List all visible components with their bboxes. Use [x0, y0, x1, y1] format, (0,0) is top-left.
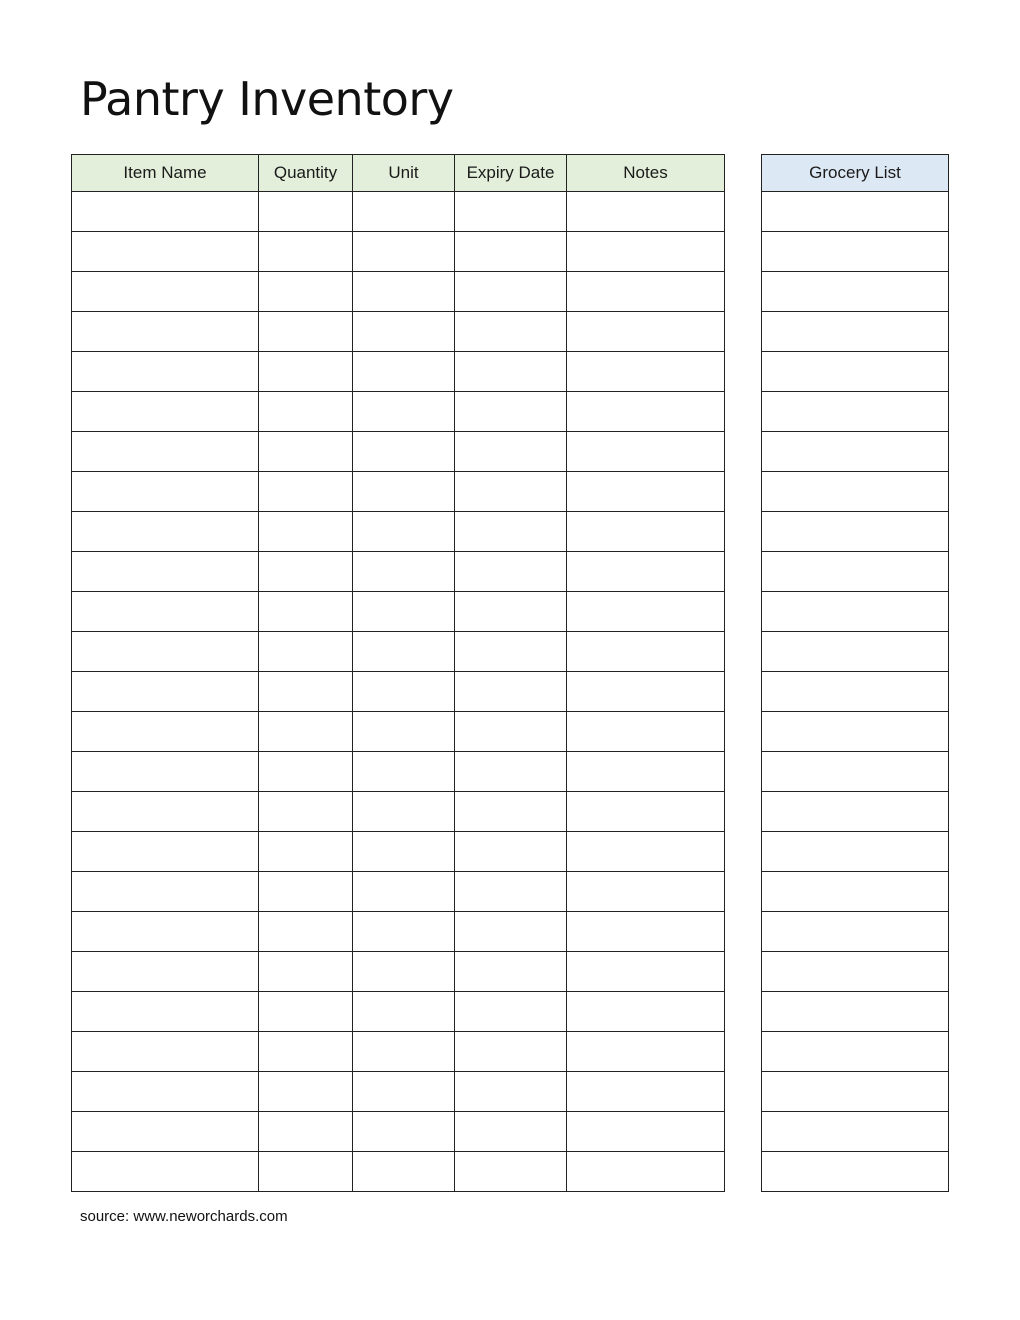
grocery-row	[762, 512, 949, 552]
notes-cell[interactable]	[567, 1072, 725, 1112]
notes-cell[interactable]	[567, 792, 725, 832]
item-name-cell[interactable]	[72, 312, 259, 352]
notes-cell[interactable]	[567, 352, 725, 392]
grocery-item-cell[interactable]	[762, 432, 949, 472]
item-name-cell[interactable]	[72, 952, 259, 992]
inventory-row	[72, 232, 725, 272]
expiry-date-cell[interactable]	[455, 1032, 567, 1072]
quantity-cell[interactable]	[259, 672, 353, 712]
item-name-cell[interactable]	[72, 432, 259, 472]
notes-cell[interactable]	[567, 872, 725, 912]
grocery-row	[762, 672, 949, 712]
inventory-row	[72, 312, 725, 352]
unit-cell[interactable]	[353, 392, 455, 432]
quantity-cell[interactable]	[259, 192, 353, 232]
item-name-cell[interactable]	[72, 352, 259, 392]
quantity-cell[interactable]	[259, 512, 353, 552]
expiry-date-cell[interactable]	[455, 392, 567, 432]
inventory-row	[72, 632, 725, 672]
unit-cell[interactable]	[353, 952, 455, 992]
unit-cell[interactable]	[353, 992, 455, 1032]
unit-cell[interactable]	[353, 1152, 455, 1192]
grocery-row	[762, 552, 949, 592]
expiry-date-cell[interactable]	[455, 352, 567, 392]
notes-cell[interactable]	[567, 992, 725, 1032]
inventory-row	[72, 272, 725, 312]
quantity-cell[interactable]	[259, 552, 353, 592]
expiry-date-cell[interactable]	[455, 752, 567, 792]
grocery-header-row	[762, 155, 949, 192]
grocery-item-cell[interactable]	[762, 752, 949, 792]
expiry-date-cell[interactable]	[455, 632, 567, 672]
item-name-cell[interactable]	[72, 192, 259, 232]
inventory-row	[72, 192, 725, 232]
unit-cell[interactable]	[353, 552, 455, 592]
item-name-cell[interactable]	[72, 1152, 259, 1192]
inventory-row	[72, 472, 725, 512]
notes-cell[interactable]	[567, 1112, 725, 1152]
notes-cell[interactable]	[567, 552, 725, 592]
inventory-row	[72, 1112, 725, 1152]
quantity-cell[interactable]	[259, 392, 353, 432]
quantity-cell[interactable]	[259, 312, 353, 352]
inventory-row	[72, 1152, 725, 1192]
grocery-list-table	[761, 154, 949, 1192]
grocery-item-cell[interactable]	[762, 352, 949, 392]
inventory-row	[72, 672, 725, 712]
expiry-date-cell[interactable]	[455, 872, 567, 912]
inventory-header-row	[72, 155, 725, 192]
expiry-date-cell[interactable]	[455, 472, 567, 512]
grocery-row	[762, 832, 949, 872]
item-name-cell[interactable]	[72, 1072, 259, 1112]
quantity-cell[interactable]	[259, 1072, 353, 1112]
notes-cell[interactable]	[567, 592, 725, 632]
expiry-date-cell[interactable]	[455, 712, 567, 752]
grocery-item-cell[interactable]	[762, 1032, 949, 1072]
grocery-row	[762, 352, 949, 392]
grocery-item-cell[interactable]	[762, 192, 949, 232]
unit-cell[interactable]	[353, 1032, 455, 1072]
grocery-item-cell[interactable]	[762, 552, 949, 592]
grocery-row	[762, 1032, 949, 1072]
item-name-cell[interactable]	[72, 752, 259, 792]
grocery-item-cell[interactable]	[762, 1072, 949, 1112]
inventory-row	[72, 992, 725, 1032]
unit-cell[interactable]	[353, 512, 455, 552]
grocery-row	[762, 1072, 949, 1112]
inventory-table	[71, 154, 725, 1192]
unit-cell[interactable]	[353, 272, 455, 312]
grocery-item-cell[interactable]	[762, 992, 949, 1032]
column-header-unit: Unit	[353, 155, 455, 192]
grocery-row	[762, 232, 949, 272]
unit-cell[interactable]	[353, 352, 455, 392]
item-name-cell[interactable]	[72, 472, 259, 512]
notes-cell[interactable]	[567, 912, 725, 952]
item-name-cell[interactable]	[72, 632, 259, 672]
notes-cell[interactable]	[567, 632, 725, 672]
unit-cell[interactable]	[353, 232, 455, 272]
expiry-date-cell[interactable]	[455, 312, 567, 352]
grocery-item-cell[interactable]	[762, 472, 949, 512]
notes-cell[interactable]	[567, 1032, 725, 1072]
grocery-item-cell[interactable]	[762, 872, 949, 912]
grocery-row	[762, 752, 949, 792]
notes-cell[interactable]	[567, 432, 725, 472]
expiry-date-cell[interactable]	[455, 232, 567, 272]
inventory-row	[72, 792, 725, 832]
grocery-list-header: Grocery List	[762, 155, 949, 192]
notes-cell[interactable]	[567, 272, 725, 312]
grocery-item-cell[interactable]	[762, 712, 949, 752]
quantity-cell[interactable]	[259, 632, 353, 672]
item-name-cell[interactable]	[72, 1112, 259, 1152]
grocery-row	[762, 312, 949, 352]
item-name-cell[interactable]	[72, 552, 259, 592]
grocery-item-cell[interactable]	[762, 512, 949, 552]
grocery-item-cell[interactable]	[762, 592, 949, 632]
inventory-row	[72, 552, 725, 592]
expiry-date-cell[interactable]	[455, 832, 567, 872]
unit-cell[interactable]	[353, 632, 455, 672]
expiry-date-cell[interactable]	[455, 512, 567, 552]
inventory-row	[72, 592, 725, 632]
notes-cell[interactable]	[567, 952, 725, 992]
grocery-item-cell[interactable]	[762, 232, 949, 272]
unit-cell[interactable]	[353, 1112, 455, 1152]
grocery-row	[762, 192, 949, 232]
grocery-row	[762, 272, 949, 312]
expiry-date-cell[interactable]	[455, 192, 567, 232]
notes-cell[interactable]	[567, 392, 725, 432]
expiry-date-cell[interactable]	[455, 1152, 567, 1192]
quantity-cell[interactable]	[259, 232, 353, 272]
grocery-item-cell[interactable]	[762, 792, 949, 832]
column-header-quantity: Quantity	[259, 155, 353, 192]
expiry-date-cell[interactable]	[455, 592, 567, 632]
grocery-row	[762, 952, 949, 992]
grocery-item-cell[interactable]	[762, 832, 949, 872]
unit-cell[interactable]	[353, 872, 455, 912]
grocery-row	[762, 392, 949, 432]
inventory-row	[72, 352, 725, 392]
unit-cell[interactable]	[353, 432, 455, 472]
item-name-cell[interactable]	[72, 232, 259, 272]
quantity-cell[interactable]	[259, 912, 353, 952]
quantity-cell[interactable]	[259, 472, 353, 512]
expiry-date-cell[interactable]	[455, 672, 567, 712]
expiry-date-cell[interactable]	[455, 912, 567, 952]
grocery-row	[762, 1112, 949, 1152]
expiry-date-cell[interactable]	[455, 1072, 567, 1112]
expiry-date-cell[interactable]	[455, 992, 567, 1032]
notes-cell[interactable]	[567, 232, 725, 272]
grocery-item-cell[interactable]	[762, 392, 949, 432]
grocery-row	[762, 712, 949, 752]
quantity-cell[interactable]	[259, 432, 353, 472]
grocery-row	[762, 872, 949, 912]
notes-cell[interactable]	[567, 1152, 725, 1192]
grocery-item-cell[interactable]	[762, 952, 949, 992]
expiry-date-cell[interactable]	[455, 1112, 567, 1152]
inventory-row	[72, 752, 725, 792]
expiry-date-cell[interactable]	[455, 792, 567, 832]
quantity-cell[interactable]	[259, 592, 353, 632]
item-name-cell[interactable]	[72, 872, 259, 912]
grocery-item-cell[interactable]	[762, 672, 949, 712]
item-name-cell[interactable]	[72, 272, 259, 312]
inventory-row	[72, 1032, 725, 1072]
item-name-cell[interactable]	[72, 832, 259, 872]
inventory-row	[72, 832, 725, 872]
item-name-cell[interactable]	[72, 512, 259, 552]
grocery-row	[762, 992, 949, 1032]
grocery-item-cell[interactable]	[762, 1112, 949, 1152]
unit-cell[interactable]	[353, 192, 455, 232]
item-name-cell[interactable]	[72, 792, 259, 832]
inventory-row	[72, 952, 725, 992]
grocery-row	[762, 472, 949, 512]
expiry-date-cell[interactable]	[455, 952, 567, 992]
quantity-cell[interactable]	[259, 952, 353, 992]
grocery-row	[762, 632, 949, 672]
grocery-row	[762, 912, 949, 952]
grocery-item-cell[interactable]	[762, 632, 949, 672]
grocery-item-cell[interactable]	[762, 272, 949, 312]
item-name-cell[interactable]	[72, 392, 259, 432]
inventory-row	[72, 512, 725, 552]
item-name-cell[interactable]	[72, 992, 259, 1032]
grocery-row	[762, 792, 949, 832]
grocery-item-cell[interactable]	[762, 1152, 949, 1192]
quantity-cell[interactable]	[259, 352, 353, 392]
source-footer: source: www.neworchards.com	[80, 1208, 288, 1225]
notes-cell[interactable]	[567, 312, 725, 352]
item-name-cell[interactable]	[72, 912, 259, 952]
unit-cell[interactable]	[353, 592, 455, 632]
page-title: Pantry Inventory	[80, 72, 454, 126]
unit-cell[interactable]	[353, 832, 455, 872]
notes-cell[interactable]	[567, 752, 725, 792]
unit-cell[interactable]	[353, 672, 455, 712]
grocery-row	[762, 1152, 949, 1192]
expiry-date-cell[interactable]	[455, 272, 567, 312]
unit-cell[interactable]	[353, 752, 455, 792]
quantity-cell[interactable]	[259, 992, 353, 1032]
notes-cell[interactable]	[567, 712, 725, 752]
inventory-row	[72, 872, 725, 912]
item-name-cell[interactable]	[72, 712, 259, 752]
notes-cell[interactable]	[567, 672, 725, 712]
grocery-list-body	[762, 192, 949, 1192]
item-name-cell[interactable]	[72, 592, 259, 632]
notes-cell[interactable]	[567, 472, 725, 512]
unit-cell[interactable]	[353, 712, 455, 752]
notes-cell[interactable]	[567, 832, 725, 872]
grocery-item-cell[interactable]	[762, 912, 949, 952]
unit-cell[interactable]	[353, 472, 455, 512]
notes-cell[interactable]	[567, 512, 725, 552]
unit-cell[interactable]	[353, 912, 455, 952]
inventory-row	[72, 1072, 725, 1112]
quantity-cell[interactable]	[259, 1032, 353, 1072]
quantity-cell[interactable]	[259, 792, 353, 832]
notes-cell[interactable]	[567, 192, 725, 232]
quantity-cell[interactable]	[259, 712, 353, 752]
expiry-date-cell[interactable]	[455, 552, 567, 592]
grocery-row	[762, 432, 949, 472]
quantity-cell[interactable]	[259, 752, 353, 792]
quantity-cell[interactable]	[259, 1112, 353, 1152]
column-header-notes: Notes	[567, 155, 725, 192]
inventory-row	[72, 712, 725, 752]
inventory-body	[72, 192, 725, 1192]
unit-cell[interactable]	[353, 1072, 455, 1112]
unit-cell[interactable]	[353, 312, 455, 352]
quantity-cell[interactable]	[259, 872, 353, 912]
quantity-cell[interactable]	[259, 832, 353, 872]
grocery-row	[762, 592, 949, 632]
expiry-date-cell[interactable]	[455, 432, 567, 472]
inventory-row	[72, 912, 725, 952]
inventory-row	[72, 432, 725, 472]
column-header-expiry-date: Expiry Date	[455, 155, 567, 192]
inventory-row	[72, 392, 725, 432]
grocery-item-cell[interactable]	[762, 312, 949, 352]
unit-cell[interactable]	[353, 792, 455, 832]
quantity-cell[interactable]	[259, 1152, 353, 1192]
column-header-item-name: Item Name	[72, 155, 259, 192]
item-name-cell[interactable]	[72, 672, 259, 712]
item-name-cell[interactable]	[72, 1032, 259, 1072]
quantity-cell[interactable]	[259, 272, 353, 312]
